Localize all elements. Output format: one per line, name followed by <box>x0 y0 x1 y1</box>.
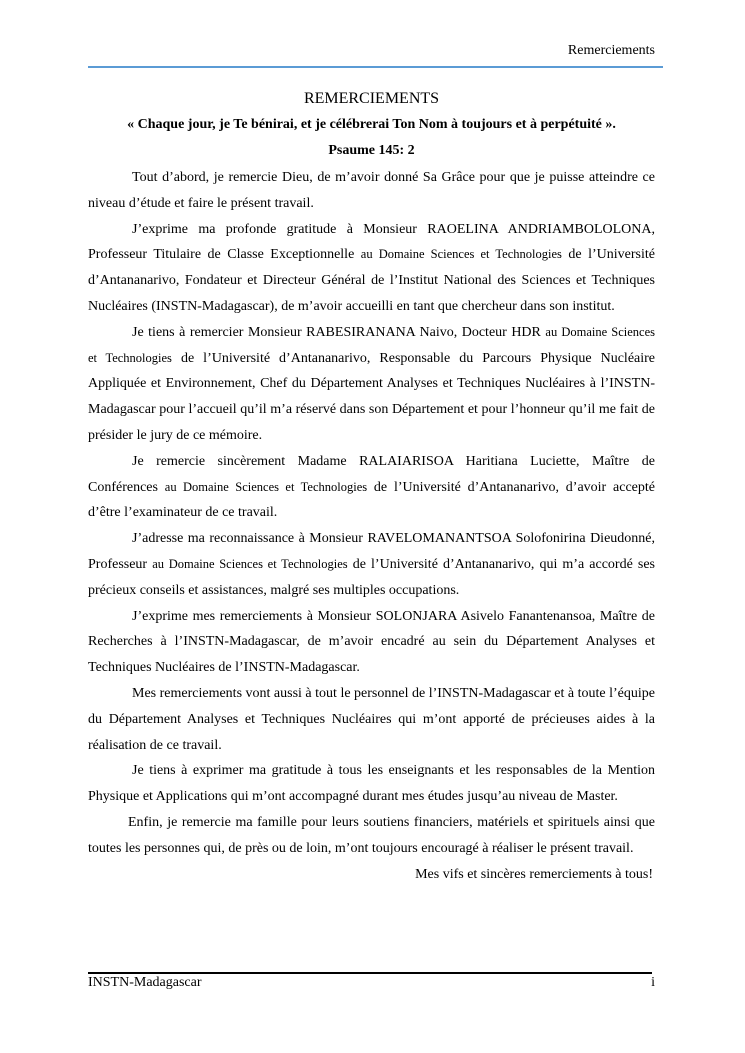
page-number: i <box>651 975 655 990</box>
footer-institution: INSTN-Madagascar <box>88 975 202 990</box>
paragraph-5-part-a: J’adresse ma reconnaissance à Monsieur RAVELOMANANTSOA Solofonirina Dieudonné, Professeur <box>88 531 655 572</box>
running-title: Remerciements <box>567 43 655 58</box>
paragraph-2-part-c: de l’Université d’Antananarivo, Fondateur et Directeur Général de l’Institut National des Sciences et Techniques Nucléaires (INSTN-Madagascar), de m’avoir accueilli en tant que chercheur dans son institut. <box>88 247 655 314</box>
paragraph-5 <box>88 526 655 603</box>
paragraph-6: J’exprime mes remerciements à Monsieur SOLONJARA Asivelo Fanantenansoa, Maître de Recherches à l’INSTN-Madagascar, de m’avoir encadré au sein du Département Analyses et Techniques Nucléaires de l’INSTN-Madagascar. <box>88 608 655 676</box>
paragraph-2-part-a: J’exprime ma profonde gratitude à Monsieur RAOELINA ANDRIAMBOLOLONA, Professeur Titulaire de Classe Exceptionnelle <box>88 221 655 263</box>
paragraph-3 <box>88 320 655 449</box>
paragraph-5-part-b: au Domaine Sciences et Technologies <box>152 556 348 571</box>
paragraph-5-part-c: de l’Université d’Antananarivo, qui m’a accordé ses précieux conseils et assistances, malgré ses multiples occupations. <box>88 556 655 598</box>
closing-line: Mes vifs et sincères remerciements à tous! <box>415 866 653 882</box>
paragraph-3-part-a: Je tiens à remercier Monsieur RABESIRANANA Naivo, Docteur HDR <box>132 324 546 340</box>
paragraph-4-part-b: au Domaine Sciences et Technologies <box>164 479 368 494</box>
paragraph-9: Enfin, je remercie ma famille pour leurs soutiens financiers, matériels et spirituels ainsi que toutes les personnes qui, de près ou de loin, m’ont toujours encouragé à réaliser le présent travail. <box>88 814 655 856</box>
paragraph-1: Tout d’abord, je remercie Dieu, de m’avoir donné Sa Grâce pour que je puisse atteindre ce niveau d’étude et faire le présent travail. <box>88 170 655 211</box>
paragraph-2-part-b: au Domaine Sciences et Technologies <box>360 247 562 262</box>
header-divider <box>88 66 663 68</box>
paragraph-3-part-c: de l’Université d’Antananarivo, Responsable du Parcours Physique Nucléaire Appliquée et Environnement, Chef du Département Analyses et Techniques Nucléaires à l’INSTN-Madagascar pour l’accueil qu’il m’a réservé dans son Département et pour l’honneur qu’il me fait de présider le jury de ce mémoire. <box>88 350 656 443</box>
paragraph-4-part-c: de l’Université d’Antananarivo, d’avoir accepté d’être l’examinateur de ce travail. <box>88 479 655 521</box>
page-body <box>88 86 655 888</box>
paragraph-2 <box>88 217 655 320</box>
paragraph-4 <box>88 449 655 526</box>
paragraph-3-part-b: au Domaine Sciences et Technologies <box>88 324 655 365</box>
footer-divider <box>88 972 652 974</box>
page-title: REMERCIEMENTS <box>303 90 440 107</box>
paragraph-7: Mes remerciements vont aussi à tout le personnel de l’INSTN-Madagascar et à toute l’équipe du Département Analyses et Techniques Nucléaires qui m’ont apporté de précieuses aides à la réalisation de ce travail. <box>88 685 655 753</box>
paragraph-4-part-a: Je remercie sincèrement Madame RALAIARISOA Haritiana Luciette, Maître de Conférences <box>88 453 655 495</box>
epigraph-quote: « Chaque jour, je Te bénirai, et je célébrerai Ton Nom à toujours et à perpétuité ». <box>127 117 616 132</box>
epigraph-reference: Psaume 145: 2 <box>328 143 415 158</box>
paragraph-8: Je tiens à exprimer ma gratitude à tous les enseignants et les responsables de la Mention Physique et Applications qui m’ont accompagné durant mes études jusqu’au niveau de Master. <box>88 763 655 805</box>
